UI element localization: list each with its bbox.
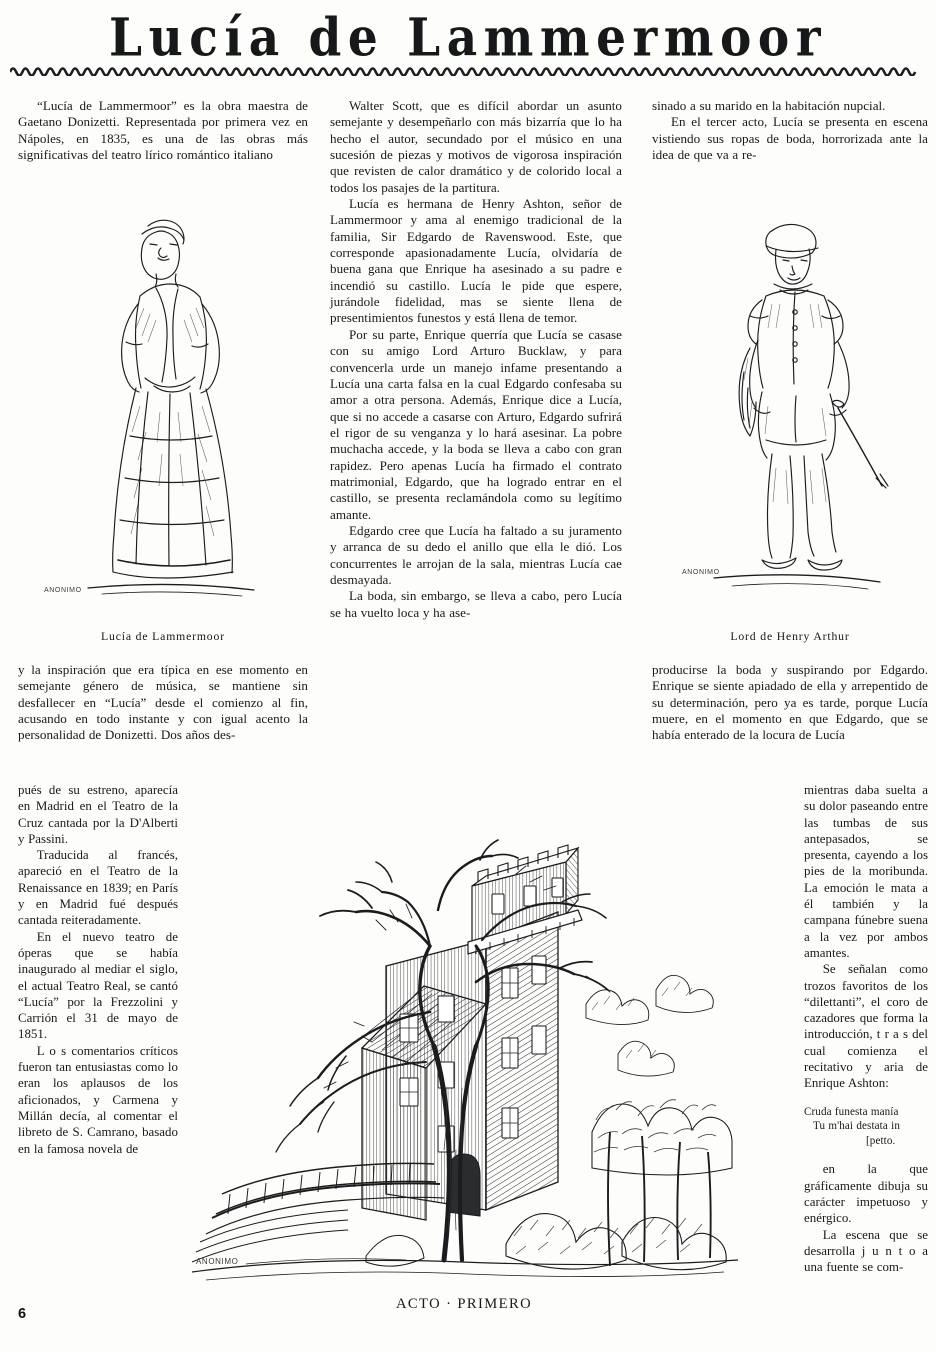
wavy-rule-divider: [10, 62, 926, 76]
column-right-narrow: [804, 782, 928, 1276]
paragraph: La escena que se desarrolla j u n t o a una fuente se com-: [804, 1227, 928, 1275]
page-number: 6: [18, 1306, 27, 1322]
column-right-middle: [652, 662, 928, 744]
illustration-acto-primero: [186, 790, 742, 1288]
paragraph: En el tercer acto, Lucía se presenta en escena vistiendo sus ropas de boda, horrorizada ante la idea de que va a re-: [652, 114, 928, 163]
paragraph: Se señalan como trozos favoritos de los “dilettanti”, el coro de cazadores que forma la introducción, t r a s del cual comienza el recitativo y aria de Enrique Ashton:: [804, 962, 928, 1091]
paragraph: “Lucía de Lammermoor” es la obra maestra de Gaetano Donizetti. Representada por primera vez en Nápoles, en 1835, es una de las obras más significativas del teatro lírico romántico italiano: [18, 98, 308, 163]
paragraph: mientras daba suelta a su dolor paseando entre las tumbas de sus antepasados, se presenta, cayendo a los pies de la moribunda. La emoción le mata a él también y la campana fúnebre suena a la vez por ambos amantes.: [804, 783, 928, 960]
paragraph: Lucía es hermana de Henry Ashton, señor de Lammermoor y ama al enemigo tradicional de la familia, Sir Edgardo de Ravenswood. Este, que corresponde apasionadamente Lucía, olvidaría de buena gana que Enrique ha asesinado a su padre e incendió su castillo. Lucía le pide que espere, jurándole fidelidad, mas se siente llena de presentimientos funestos y está llena de temor.: [330, 196, 622, 326]
paragraph: Edgardo cree que Lucía ha faltado a su juramento y arranca de su dedo el anillo que ella le dió. Los concurrentes le arrojan de la sala, mientras Lucía cae desmayada.: [330, 522, 622, 587]
paragraph: Walter Scott, que es difícil abordar un asunto semejante y desempeñarlo con más bizarría que lo ha hecho el autor, secundado por el músico en una sucesión de piezas y motivos de vigorosa inspiración que revisten de calor dramático y de colorido local a todos los pasajes de la partitura.: [330, 98, 622, 195]
paragraph: L o s comentarios críticos fueron tan entusiastas como lo eran los aplausos de los aficionados, y Carmena y Millán decía, al comentar el libreto de S. Camrano, basado en la famosa novela de: [18, 1043, 178, 1156]
page-title: Lucía de Lammermoor: [109, 7, 827, 69]
caption-lord: Lord de Henry Arthur: [730, 630, 850, 643]
paragraph: En el nuevo teatro de óperas que se había inaugurado al mediar el siglo, el actual Teatro Real, se cantó “Lucía” por la Frezzolini y Carrión el 31 de mayo de 1851.: [18, 929, 178, 1042]
paragraph: La boda, sin embargo, se lleva a cabo, pero Lucía se ha vuelto loca y ha ase-: [330, 588, 622, 620]
caption-lucia: Lucía de Lammermoor: [101, 630, 225, 643]
column-right-top: [652, 98, 928, 163]
verse-line: Cruda funesta manía: [804, 1105, 899, 1118]
engraving-woman-standing: [30, 196, 298, 614]
paragraph: en la que gráficamente dibuja su carácter impetuoso y enérgico.: [804, 1162, 928, 1226]
paragraph: Traducida al francés, apareció en el Teatro de la Renaissance en 1839; en París y en Madrid fué después cantada reiteradamente.: [18, 848, 178, 928]
column-left-top: [18, 98, 308, 163]
artist-signature: ANONIMO: [196, 1257, 239, 1266]
artist-signature: ANONIMO: [44, 587, 82, 594]
illustration-lord: [662, 196, 924, 614]
column-middle-top: [330, 98, 622, 621]
illustration-lucia: [30, 196, 298, 614]
paragraph: Por su parte, Enrique querría que Lucía se casase con su amigo Lord Arturo Bucklaw, y para convencerla urde un manejo infame presentando a Lucía una carta falsa en la cual Edgardo confesaba su amor a otra persona. Además, Enrique dice a Lucía, que si no accede a casarse con Arturo, Edgardo sufrirá el rigor de su venganza y lo hará asesinar. La pobre muchacha accede, y la boda se lleva a cabo con gran rapidez. Pero apenas Lucía ha firmado el contrato matrimonial, Edgardo, que ha logrado entrar en el castillo, se presenta reclamándola como su legítimo amante.: [330, 326, 622, 522]
column-left-middle: [18, 662, 308, 744]
artist-signature: ANONIMO: [682, 569, 720, 576]
caption-acto-primero: ACTO · PRIMERO: [395, 1296, 533, 1312]
paragraph: pués de su estreno, aparecía en Madrid en el Teatro de la Cruz cantada por la D'Alberti y Passini.: [18, 783, 178, 846]
engraving-man-with-sword: [662, 196, 924, 614]
paragraph: sinado a su marido en la habitación nupcial.: [652, 98, 886, 113]
verse-line: Tu m'hai destata in: [813, 1120, 900, 1133]
engraving-castle-garden-scene: [186, 790, 742, 1288]
column-left-narrow: [18, 782, 178, 1157]
verse-line: [petto.: [866, 1134, 896, 1147]
paragraph: producirse la boda y suspirando por Edgardo. Enrique se siente apiadado de ella y arrepentido de su determinación, pero ya es tarde, porque Lucía muere, en el momento en que Edgardo, que se había enterado de la locura de Lucía: [652, 662, 928, 743]
verse-quote: [804, 1105, 928, 1149]
paragraph: y la inspiración que era típica en ese momento en semejante género de música, se mantiene sin desfallecer en “Lucía” desde el comienzo al fin, acusando en todo instante y con igual acento la personalidad de Donizetti. Dos años des-: [18, 662, 308, 743]
